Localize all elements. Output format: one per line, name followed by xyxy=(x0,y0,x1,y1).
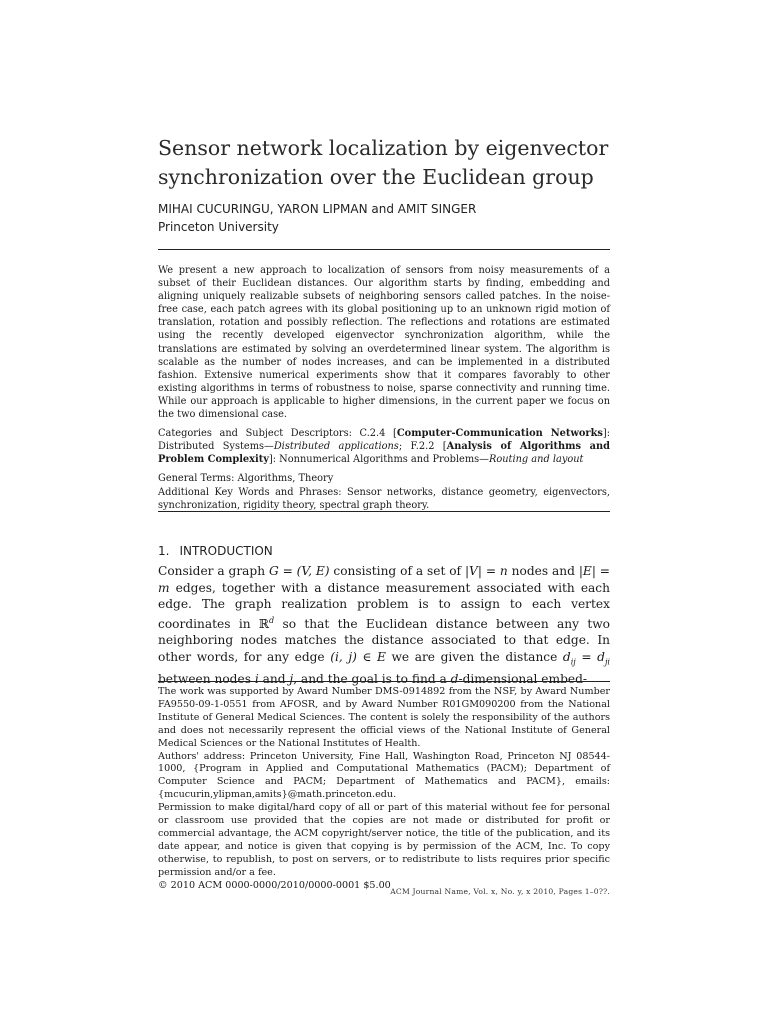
footnote-rule xyxy=(158,681,610,682)
affiliation: Princeton University xyxy=(158,220,279,234)
intro-text: , and the goal is to find a xyxy=(293,672,451,687)
copyright-note: © 2010 ACM 0000-0000/2010/0000-0001 $5.00 xyxy=(158,879,391,891)
math-node-count: |V| = n xyxy=(464,564,508,578)
key-words: Additional Key Words and Phrases: Sensor networks, distance geometry, eigenvectors, synchronization, rigidity theory, spectral graph theory. xyxy=(158,486,610,511)
author-list: MIHAI CUCURINGU, YARON LIPMAN and AMIT SINGER xyxy=(158,202,477,216)
section-title: INTRODUCTION xyxy=(179,544,273,558)
general-terms: General Terms: Algorithms, Theory xyxy=(158,473,334,485)
intro-text: and xyxy=(258,672,290,687)
math-d: d xyxy=(450,672,459,687)
math-equals: = xyxy=(575,650,598,665)
intro-text: Consider a graph xyxy=(158,564,269,578)
intro-paragraph xyxy=(158,563,610,688)
title-line-2: synchronization over the Euclidean group xyxy=(158,165,594,189)
category-analysis-sub: Routing and layout xyxy=(488,454,584,466)
intro-text: edges, together with a distance measurement associated with each edge. The graph realization problem is to assign to each vertex coordinates in xyxy=(158,580,610,631)
intro-text: nodes and xyxy=(507,564,579,578)
math-i: i xyxy=(254,672,259,687)
intro-text: so that the Euclidean distance between any two neighboring nodes matches the distance associated to that edge. In other words, for any edge xyxy=(158,616,610,665)
section-heading xyxy=(158,543,610,559)
permission-note: Permission to make digital/hard copy of all or part of this material without fee for personal or classroom use provided that the copies are not made or distributed for profit or commercial advantage, the ACM copyright/server notice, the title of the publication, and its date appear, and notice is given that copying is by permission of the ACM, Inc. To copy otherwise, to republish, to post on servers, or to redistribute to lists requires prior specific permission and/or a fee. xyxy=(158,802,610,878)
title-line-1: Sensor network localization by eigenvector xyxy=(158,136,609,160)
running-footer: ACM Journal Name, Vol. x, No. y, x 2010, Pages 1–0??. xyxy=(390,887,610,896)
paper-title xyxy=(158,134,610,192)
math-j: j xyxy=(289,672,294,687)
category-ccn-sub: Distributed applications xyxy=(273,441,399,453)
category-ccn-rest: ]: Distributed Systems— xyxy=(158,428,610,453)
math-distance: d xyxy=(562,650,571,665)
intro-text: we are given the distance xyxy=(385,650,563,665)
categories-descriptors xyxy=(158,427,610,466)
math-edge: (i, j) ∈ E xyxy=(330,650,386,665)
footnote-block xyxy=(158,686,610,893)
math-distance: d xyxy=(597,650,605,665)
category-analysis-rest: ]: Nonnumerical Algorithms and Problems— xyxy=(268,454,489,466)
category-ccn: Computer-Communication Networks xyxy=(396,428,603,440)
funding-note: The work was supported by Award Number DMS-0914892 from the NSF, by Award Number FA9550-09-1-0551 from AFOSR, and by Award Number R01GM090200 from the National Institute of General Medical Sciences. The content is solely the responsibility of the authors and does not necessarily represent the official views of the National Institute of General Medical Sciences or the National Institutes of Health. xyxy=(158,686,610,749)
math-dimension: d xyxy=(269,615,275,625)
math-graph: G = (V, E) xyxy=(268,564,330,578)
math-subscript: ji xyxy=(604,657,610,667)
category-f22-lead: ; F.2.2 [ xyxy=(398,441,447,453)
intro-text: -dimensional embed- xyxy=(458,672,588,687)
abstract-block xyxy=(158,264,610,512)
abstract-rule xyxy=(158,511,610,512)
header-rule xyxy=(158,249,610,250)
abstract-text: We present a new approach to localization of sensors from noisy measurements of a subset of their Euclidean distances. Our algorithm starts by finding, embedding and aligning uniquely realizable subsets of neighboring sensors called patches. In the noise-free case, each patch agrees with its global positioning up to an unknown rigid motion of translation, rotation and possibly reflection. The reflections and rotations are estimated using the recently developed eigenvector synchronization algorithm, while the translations are estimated by solving an overdetermined linear system. The algorithm is scalable as the number of nodes increases, and can be implemented in a distributed fashion. Extensive numerical experiments show that it compares favorably to other existing algorithms in terms of robustness to noise, sparse connectivity and running time. While our approach is applicable to higher dimensions, in the current paper we focus on the two dimensional case. xyxy=(158,265,610,421)
intro-text: consisting of a set of xyxy=(329,564,465,578)
address-note: Authors' address: Princeton University, Fine Hall, Washington Road, Princeton NJ 08544-1000, {Program in Applied and Computational Mathematics (PACM); Department of Computer Science and PACM; Department of Mathematics and PACM}, emails: {mcucurin,ylipman,amits}@math.princeton.edu. xyxy=(158,750,610,801)
section-number: 1. xyxy=(158,544,170,558)
intro-text: between nodes xyxy=(158,672,255,687)
math-subscript: ij xyxy=(570,657,576,667)
categories-lead: Categories and Subject Descriptors: C.2.4 [ xyxy=(158,428,397,440)
category-analysis: Analysis of Algorithms and Problem Complexity xyxy=(158,441,610,466)
math-reals: ℝ xyxy=(258,616,270,631)
math-edge-count: |E| = m xyxy=(158,564,611,595)
